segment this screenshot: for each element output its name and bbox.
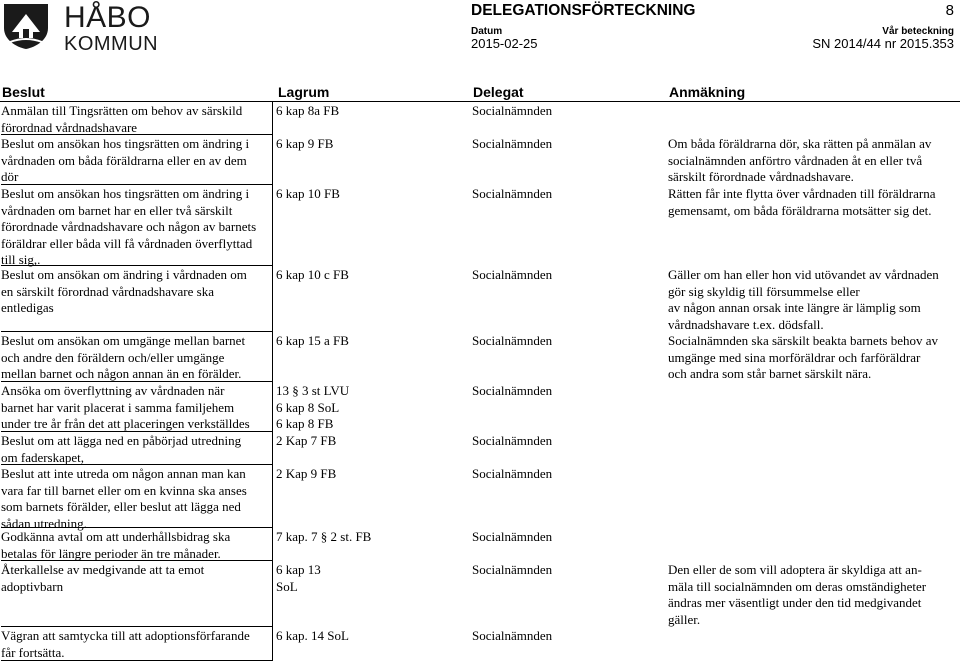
date-label: Datum — [471, 26, 503, 37]
lagrum-cell-line: 6 kap. 14 SoL — [276, 628, 349, 643]
lagrum-cell-line: 7 kap. 7 § 2 st. FB — [276, 529, 372, 544]
beslut-cell-line: Beslut att inte utreda om någon annan man kan — [1, 466, 246, 481]
beslut-cell-line: Beslut om ansökan hos tingsrätten om ändring i — [1, 136, 250, 151]
lagrum-cell-line: 6 kap 13 — [276, 562, 321, 577]
table-row — [0, 465, 960, 531]
table-row — [0, 266, 960, 332]
beslut-cell — [1, 528, 273, 561]
beslut-cell-line: Vägran att samtycka till att adoptionsförfarande — [1, 628, 250, 643]
lagrum-cell-line: 2 Kap 9 FB — [276, 466, 337, 481]
beslut-cell-line: entledigas — [1, 300, 54, 315]
anmarkning-cell-line: gör sig skyldig till försummelse eller — [668, 283, 860, 299]
beslut-cell-line: adoptivbarn — [1, 578, 64, 594]
table-row — [0, 135, 960, 185]
lagrum-cell-line: 6 kap 10 c FB — [276, 267, 349, 282]
anmarkning-cell-line: Om båda föräldrarna dör, ska rätten på anmälan av — [668, 136, 932, 151]
lagrum-cell-line: 13 § 3 st LVU — [276, 383, 350, 398]
delegat-cell: Socialnämnden — [472, 562, 553, 577]
lagrum-cell — [276, 103, 339, 120]
beslut-cell-line: får fortsätta. — [1, 644, 65, 660]
reference-value: SN 2014/44 nr 2015.353 — [812, 36, 954, 51]
beslut-cell-line: en särskilt förordnad vårdnadshavare ska — [1, 283, 214, 299]
anmarkning-cell — [668, 333, 938, 383]
beslut-cell — [1, 185, 273, 266]
lagrum-cell — [276, 628, 349, 645]
lagrum-cell — [276, 267, 349, 284]
beslut-cell-line: förordnade vårdnadshavare och någon av barnets — [1, 219, 257, 234]
delegat-cell: Socialnämnden — [472, 383, 553, 398]
table-row — [0, 185, 960, 266]
delegat-cell: Socialnämnden — [472, 186, 553, 201]
anmarkning-cell-line: gemensamt, om båda föräldrarna motsätter sig det. — [668, 202, 932, 218]
lagrum-cell-line: 6 kap 9 FB — [276, 136, 334, 151]
beslut-cell — [1, 332, 273, 382]
reference-label: Vår beteckning — [882, 26, 954, 37]
lagrum-cell — [276, 136, 333, 153]
beslut-cell — [1, 627, 273, 661]
lagrum-cell-line: SoL — [276, 578, 298, 594]
table-row — [0, 432, 960, 465]
beslut-cell-line: Återkallelse av medgivande att ta emot — [1, 562, 205, 577]
anmarkning-cell-line: Den eller de som vill adoptera är skyldiga att an- — [668, 562, 922, 577]
beslut-cell-line: mellan barnet och någon annan än en förälder. — [1, 366, 242, 381]
anmarkning-cell-line: särskilt förordnade vårdnadshavare. — [668, 169, 854, 184]
beslut-cell-line: Anmälan till Tingsrätten om behov av särskild — [1, 103, 243, 118]
beslut-cell — [1, 432, 273, 465]
table-row — [0, 627, 960, 661]
beslut-cell-line: Ansöka om överflyttning av vårdnaden när — [1, 383, 225, 398]
table-row — [0, 332, 960, 382]
logo-text-habo: HÅBO — [64, 1, 152, 34]
beslut-cell-line: som barnets förälder, eller beslut att lägga ned — [1, 499, 241, 514]
table-row — [0, 561, 960, 627]
table-row — [0, 102, 960, 135]
beslut-cell-line: föräldrar eller båda vill få vårdnaden överflyttad — [1, 235, 253, 251]
beslut-cell-line: Beslut om ansökan hos tingsrätten om ändring i — [1, 186, 250, 201]
beslut-cell-line: barnet har varit placerat i samma familjehem — [1, 399, 235, 415]
lagrum-cell — [276, 433, 336, 450]
delegat-cell: Socialnämnden — [472, 267, 553, 282]
table-row — [0, 528, 960, 561]
beslut-cell-line: betalas för längre perioder än tre månader. — [1, 545, 221, 561]
lagrum-cell-line: 6 kap 8 FB — [276, 416, 334, 431]
coat-of-arms-icon — [2, 2, 50, 50]
lagrum-cell — [276, 562, 321, 595]
beslut-cell — [1, 382, 273, 432]
anmarkning-cell-line: Socialnämnden ska särskilt beakta barnets behov av — [668, 333, 939, 348]
anmarkning-cell — [668, 136, 931, 186]
anmarkning-cell-line: gäller. — [668, 611, 701, 627]
lagrum-cell-line: 6 kap 15 a FB — [276, 333, 349, 348]
anmarkning-cell-line: Gäller om han eller hon vid utövandet av vårdnaden — [668, 267, 939, 282]
delegat-cell: Socialnämnden — [472, 103, 553, 118]
delegat-cell: Socialnämnden — [472, 628, 553, 643]
anmarkning-cell — [668, 562, 926, 628]
column-header-delegat: Delegat — [473, 84, 524, 100]
lagrum-cell — [276, 186, 340, 203]
beslut-cell-line: förordnad vårdnadshavare — [1, 119, 138, 135]
anmarkning-cell-line: socialnämnden anförtro vårdnaden åt en eller två — [668, 152, 923, 168]
table-row — [0, 382, 960, 432]
document-title: DELEGATIONSFÖRTECKNING — [471, 2, 696, 19]
beslut-cell-line: Beslut om ansökan om umgänge mellan barnet — [1, 333, 246, 348]
lagrum-cell-line: 6 kap 8 SoL — [276, 399, 340, 415]
beslut-cell-line: vårdnaden om barnet har en eller två särskilt — [1, 202, 233, 218]
anmarkning-cell-line: vårdnadshavare t.ex. dödsfall. — [668, 316, 824, 332]
beslut-cell-line: vara far till barnet eller om en kvinna ska anses — [1, 482, 247, 498]
lagrum-cell-line: 6 kap 8a FB — [276, 103, 340, 118]
page-number: 8 — [945, 2, 954, 19]
beslut-cell-line: under tre år från det att placeringen verkställdes — [1, 416, 250, 431]
beslut-cell-line: Beslut om att lägga ned en påbörjad utredning — [1, 433, 242, 448]
beslut-cell — [1, 465, 273, 531]
anmarkning-cell-line: ändras mer väsentligt under den tid medgivandet — [668, 595, 922, 610]
column-header-lagrum: Lagrum — [278, 84, 330, 100]
anmarkning-cell-line: av någon annan orsak inte längre är lämplig som — [668, 300, 921, 315]
anmarkning-cell — [668, 267, 939, 333]
column-header-anmarkning: Anmäkning — [669, 84, 746, 100]
beslut-cell — [1, 266, 273, 332]
beslut-cell-line: dör — [1, 169, 19, 184]
delegat-cell: Socialnämnden — [472, 433, 553, 448]
beslut-cell-line: Beslut om ansökan om ändring i vårdnaden om — [1, 267, 247, 282]
logo-text-kommun: KOMMUN — [64, 33, 159, 55]
lagrum-cell — [276, 383, 349, 433]
habo-kommun-logo — [0, 0, 200, 60]
lagrum-cell — [276, 529, 371, 546]
delegat-cell: Socialnämnden — [472, 136, 553, 151]
beslut-cell-line: och andre den föräldern och/eller umgänge — [1, 349, 225, 365]
delegat-cell: Socialnämnden — [472, 466, 553, 481]
beslut-cell — [1, 135, 273, 185]
anmarkning-cell-line: mäla till socialnämnden om deras omständigheter — [668, 578, 927, 594]
date-value: 2015-02-25 — [471, 36, 538, 51]
anmarkning-cell — [668, 186, 935, 219]
beslut-cell — [1, 561, 273, 627]
anmarkning-cell-line: umgänge med sina morföräldrar och farföräldrar — [668, 349, 921, 365]
delegat-cell: Socialnämnden — [472, 529, 553, 544]
lagrum-cell — [276, 333, 349, 350]
beslut-cell-line: om faderskapet, — [1, 449, 85, 465]
column-header-beslut: Beslut — [2, 84, 45, 100]
lagrum-cell — [276, 466, 336, 483]
lagrum-cell-line: 6 kap 10 FB — [276, 186, 340, 201]
delegat-cell: Socialnämnden — [472, 333, 553, 348]
beslut-cell — [1, 102, 273, 135]
anmarkning-cell-line: Rätten får inte flytta över vårdnaden till föräldrarna — [668, 186, 936, 201]
lagrum-cell-line: 2 Kap 7 FB — [276, 433, 337, 448]
beslut-cell-line: till sig,. — [1, 252, 41, 267]
beslut-cell-line: sådan utredning. — [1, 515, 87, 531]
beslut-cell-line: vårdnaden om båda föräldrarna eller en av dem — [1, 152, 247, 168]
anmarkning-cell-line: och andra som står barnet särskilt nära. — [668, 366, 872, 381]
beslut-cell-line: Godkänna avtal om att underhållsbidrag ska — [1, 529, 231, 544]
